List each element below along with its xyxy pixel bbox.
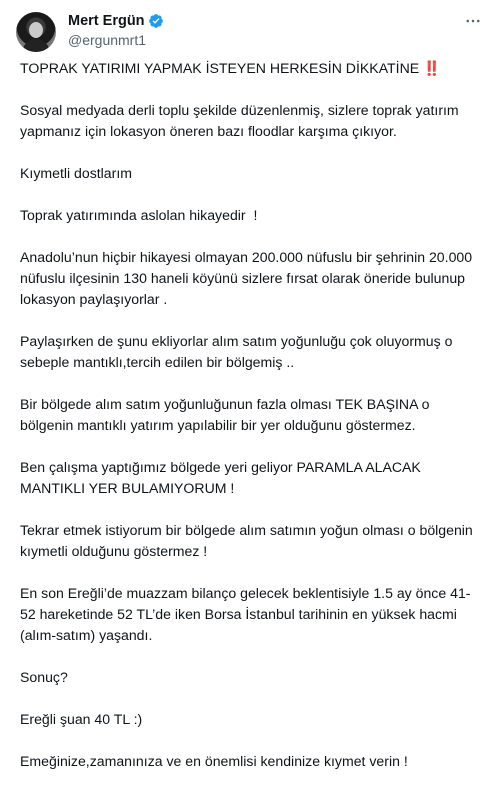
tweet-text (20, 58, 480, 793)
verified-badge-icon (148, 13, 164, 29)
tweet-heading: TOPRAK YATIRIMI YAPMAK İSTEYEN HERKESİN DİKKATİNE (20, 60, 420, 76)
avatar[interactable] (16, 12, 56, 52)
tweet-paragraph: Anadolu’nun hiçbir hikayesi olmayan 200.000 nüfuslu bir şehrinin 20.000 nüfuslu ilçesinin 130 haneli köyünü sizlere fırsat olarak öneride bulunup lokasyon paylaşıyorlar . (20, 249, 477, 307)
author-handle[interactable]: @ergunmrt1 (68, 32, 147, 48)
double-exclamation-icon: ‼️ (423, 60, 441, 76)
tweet-paragraph: Bir bölgede alım satım yoğunluğunun fazla olması TEK BAŞINA o bölgenin mantıklı yatırım yapılabilir bir yer olduğunu göstermez. (20, 396, 434, 433)
tweet-paragraph: Tekrar etmek istiyorum bir bölgede alım satımın yoğun olması o bölgenin kıymetli olduğunu göstermez ! (20, 522, 477, 559)
tweet-paragraph: En son Ereğli’de muazzam bilanço gelecek beklentisiyle 1.5 ay önce 41-52 hareketinde 52 TL’de iken Borsa İstanbul tarihinin en yüksek hacmi (alım-satım) yaşandı. (20, 585, 471, 643)
tweet-paragraph: Sosyal medyada derli toplu şekilde düzenlenmiş, sizlere toprak yatırım yapmanız için lokasyon öneren bazı floodlar karşıma çıkıyor. (20, 102, 463, 139)
more-options-icon[interactable] (463, 12, 483, 32)
tweet-paragraph: Paylaşırken de şunu ekliyorlar alım satım yoğunluğu çok oluyormuş o sebeple mantıklı,tercih edilen bir bölgemiş .. (20, 333, 457, 370)
author-name-row (68, 13, 164, 29)
tweet-paragraph: Kıymetli dostlarım (20, 165, 132, 181)
tweet-heading-line (20, 58, 480, 79)
tweet-paragraph: Emeğinize,zamanınıza ve en önemlisi kendinize kıymet verin ! (20, 753, 408, 769)
tweet-paragraph: Ereğli şuan 40 TL :) (20, 711, 143, 727)
tweet-paragraph: Ben çalışma yaptığımız bölgede yeri geliyor PARAMLA ALACAK MANTIKLI YER BULAMIYORUM ! (20, 459, 425, 496)
tweet-paragraph: Toprak yatırımında aslolan hikayedir ! (20, 207, 258, 223)
tweet-header (16, 10, 491, 50)
tweet-paragraph: Sonuç? (20, 669, 68, 685)
author-display-name[interactable]: Mert Ergün (68, 13, 145, 29)
